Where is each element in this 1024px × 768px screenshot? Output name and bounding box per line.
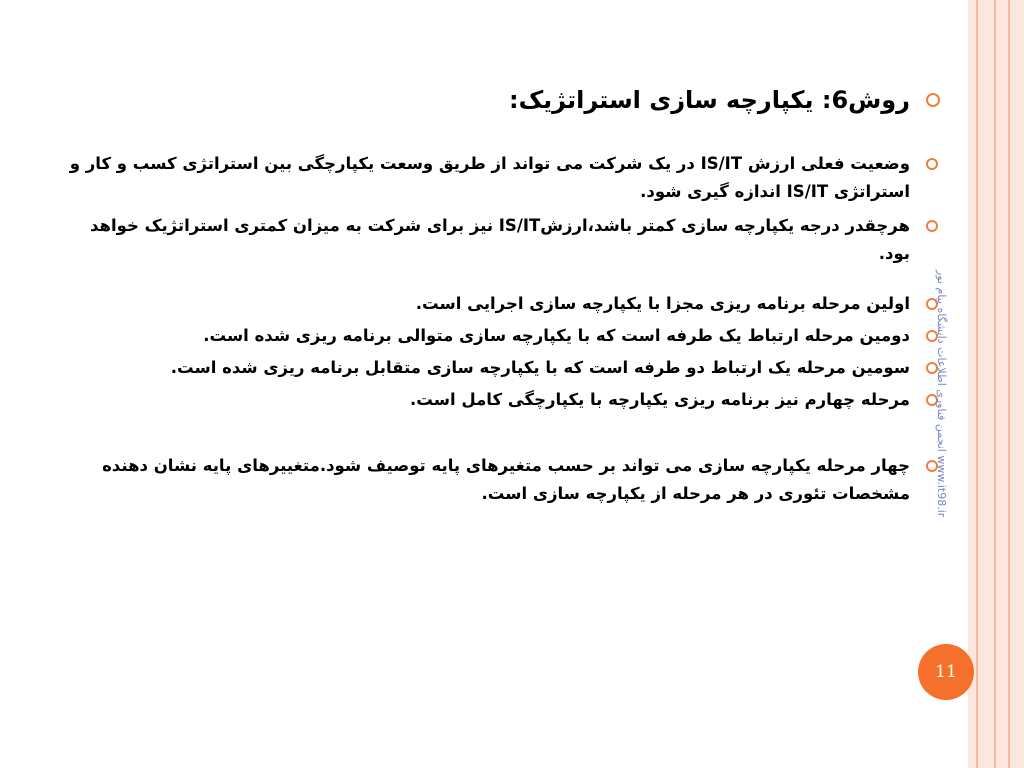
paragraph-item — [60, 290, 940, 318]
paragraph-item — [60, 354, 940, 382]
page-number-badge: 11 — [918, 644, 974, 700]
slide-title-item — [60, 80, 940, 120]
vertical-watermark: انجمن فناوری اطلاعات دانشگاه پیام نور www.it98.ir — [935, 270, 948, 518]
paragraph-text: اولین مرحله برنامه ریزی مجزا با یکپارچه سازی اجرایی است. — [415, 294, 910, 313]
paragraph-text: سومین مرحله یک ارتباط دو طرفه است که با یکپارچه سازی متقابل برنامه ریزی شده است. — [170, 358, 910, 377]
paragraph-text: دومین مرحله ارتباط یک طرفه است که با یکپارچه سازی متوالی برنامه ریزی شده است. — [203, 326, 910, 345]
circle-bullet-icon — [926, 220, 938, 232]
circle-bullet-icon — [926, 158, 938, 170]
border-line — [976, 0, 978, 768]
border-line — [1008, 0, 1010, 768]
paragraph-item — [60, 322, 940, 350]
paragraph-item — [60, 452, 940, 508]
slide-content — [60, 80, 940, 508]
slide-title: روش6: یکپارچه سازی استراتژیک: — [508, 86, 910, 114]
paragraph-text: هرچقدر درجه یکپارچه سازی کمتر باشد،ارزشIS/IT نیز برای شرکت به میزان کمتری استراتژیک خواهد بود. — [89, 216, 910, 263]
paragraph-item — [60, 386, 940, 414]
decorative-right-border — [968, 0, 1024, 768]
circle-bullet-icon — [926, 93, 940, 107]
paragraph-item — [60, 212, 940, 268]
paragraph-item — [60, 150, 940, 206]
paragraph-text: چهار مرحله یکپارچه سازی می تواند بر حسب متغیرهای پایه توصیف شود.متغییرهای پایه نشان دهنده مشخصات تئوری در هر مرحله از یکپارچه سازی است. — [102, 456, 910, 503]
border-line — [994, 0, 996, 768]
paragraph-text: مرحله چهارم نیز برنامه ریزی یکپارچه با یکپارچگی کامل است. — [410, 390, 910, 409]
paragraph-text: وضعیت فعلی ارزش IS/IT در یک شرکت می تواند از طریق وسعت یکپارچگی بین استراتژی کسب و کار و استراتژی IS/IT اندازه گیری شود. — [69, 154, 910, 201]
